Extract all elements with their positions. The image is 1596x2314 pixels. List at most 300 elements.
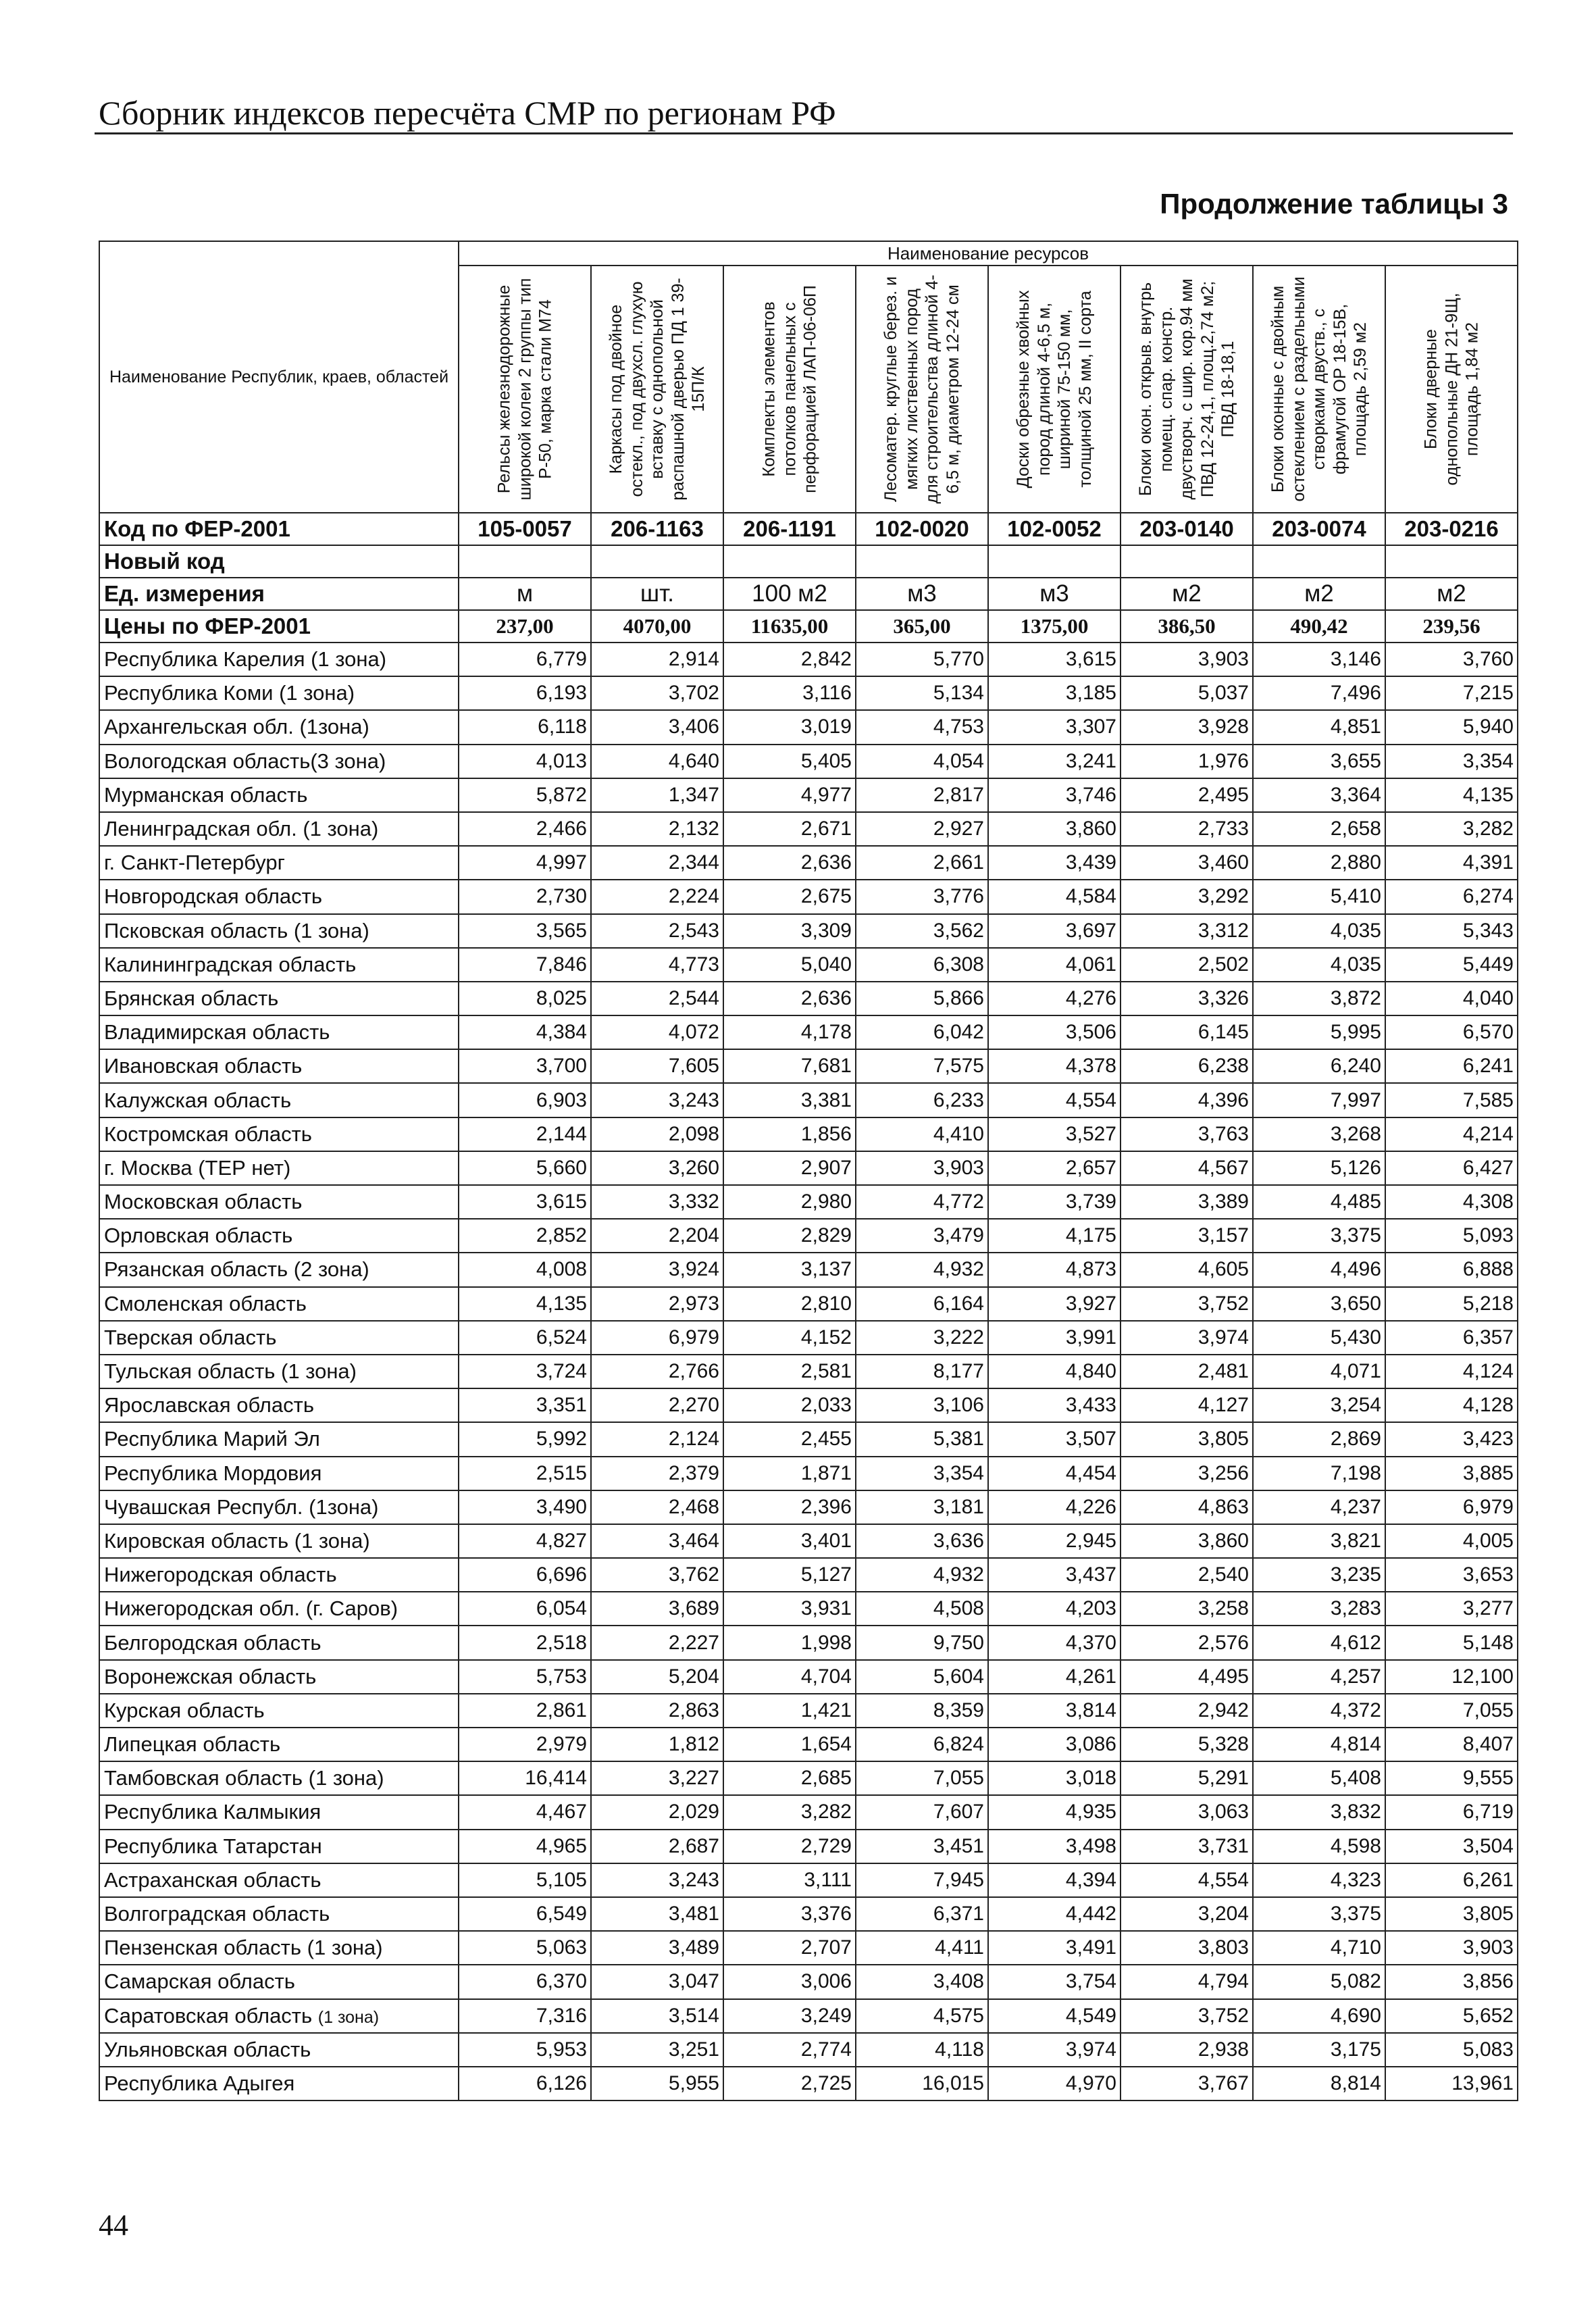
index-value-cell: 4,178 xyxy=(723,1015,856,1049)
resource-code: 203-0140 xyxy=(1121,513,1253,545)
table-row xyxy=(99,778,1518,812)
index-value-cell: 2,927 xyxy=(856,812,988,846)
index-value-cell: 1,998 xyxy=(723,1626,856,1659)
table-row xyxy=(99,2067,1518,2101)
index-value-cell: 2,518 xyxy=(459,1626,591,1659)
table-row xyxy=(99,1558,1518,1592)
index-value-cell: 3,924 xyxy=(591,1253,723,1286)
index-value-cell: 2,270 xyxy=(591,1388,723,1422)
resource-code: 102-0020 xyxy=(856,513,988,545)
region-name-cell xyxy=(99,1185,459,1219)
region-name-cell xyxy=(99,1355,459,1388)
index-value-cell: 2,661 xyxy=(856,846,988,880)
index-value-cell: 3,406 xyxy=(591,710,723,744)
index-value-cell: 7,055 xyxy=(1385,1694,1518,1728)
index-value-cell: 3,507 xyxy=(988,1422,1121,1456)
index-value-cell: 2,227 xyxy=(591,1626,723,1659)
index-value-cell: 6,042 xyxy=(856,1015,988,1049)
unit-cell: м xyxy=(459,578,591,610)
index-value-cell: 2,636 xyxy=(723,982,856,1015)
index-value-cell: 13,961 xyxy=(1385,2067,1518,2101)
region-name: Пензенская область (1 зона) xyxy=(104,1936,383,1960)
region-name-cell xyxy=(99,982,459,1015)
index-value-cell: 5,126 xyxy=(1253,1151,1385,1185)
index-value-cell: 3,991 xyxy=(988,1321,1121,1355)
price-cell: 1375,00 xyxy=(988,610,1121,643)
index-value-cell: 2,636 xyxy=(723,846,856,880)
index-value-cell: 7,055 xyxy=(856,1761,988,1795)
index-value-cell: 3,282 xyxy=(1385,812,1518,846)
index-value-cell: 5,063 xyxy=(459,1931,591,1965)
index-value-cell: 2,707 xyxy=(723,1931,856,1965)
index-value-cell: 2,861 xyxy=(459,1694,591,1728)
index-value-cell: 4,394 xyxy=(988,1863,1121,1897)
new-code-row xyxy=(99,545,1518,578)
index-value-cell: 5,430 xyxy=(1253,1321,1385,1355)
index-value-cell: 4,135 xyxy=(1385,778,1518,812)
index-value-cell: 4,467 xyxy=(459,1795,591,1829)
index-value-cell: 2,544 xyxy=(591,982,723,1015)
index-value-cell: 5,408 xyxy=(1253,1761,1385,1795)
index-value-cell: 4,370 xyxy=(988,1626,1121,1659)
table-row xyxy=(99,1219,1518,1253)
region-name-cell xyxy=(99,1422,459,1456)
index-value-cell: 4,773 xyxy=(591,948,723,982)
index-value-cell: 3,116 xyxy=(723,676,856,710)
price-cell: 11635,00 xyxy=(723,610,856,643)
index-value-cell: 3,439 xyxy=(988,846,1121,880)
index-value-cell: 3,731 xyxy=(1121,1830,1253,1863)
index-value-cell: 3,401 xyxy=(723,1524,856,1558)
region-name: Смоленская область xyxy=(104,1291,307,1315)
unit-cell: м2 xyxy=(1385,578,1518,610)
index-value-cell: 3,375 xyxy=(1253,1897,1385,1931)
index-value-cell: 3,689 xyxy=(591,1592,723,1626)
region-name-cell xyxy=(99,1490,459,1524)
index-value-cell: 2,543 xyxy=(591,914,723,948)
region-name-cell xyxy=(99,1117,459,1151)
index-value-cell: 3,437 xyxy=(988,1558,1121,1592)
region-name: Ленинградская обл. (1 зона) xyxy=(104,817,379,841)
table-row xyxy=(99,1151,1518,1185)
region-name: Архангельская обл. (1зона) xyxy=(104,715,369,739)
index-value-cell: 2,379 xyxy=(591,1457,723,1490)
index-value-cell: 2,979 xyxy=(459,1728,591,1761)
index-value-cell: 2,144 xyxy=(459,1117,591,1151)
index-value-cell: 7,198 xyxy=(1253,1457,1385,1490)
index-value-cell: 4,118 xyxy=(856,2033,988,2067)
index-value-cell: 2,730 xyxy=(459,880,591,913)
index-value-cell: 2,869 xyxy=(1253,1422,1385,1456)
region-name-cell xyxy=(99,1592,459,1626)
index-value-cell: 6,888 xyxy=(1385,1253,1518,1286)
new-code-cell xyxy=(856,545,988,578)
table-row xyxy=(99,745,1518,778)
index-value-cell: 4,827 xyxy=(459,1524,591,1558)
table-row xyxy=(99,643,1518,676)
index-value-cell: 4,997 xyxy=(459,846,591,880)
index-value-cell: 8,407 xyxy=(1385,1728,1518,1761)
index-value-cell: 1,856 xyxy=(723,1117,856,1151)
index-value-cell: 5,753 xyxy=(459,1660,591,1694)
region-name-cell xyxy=(99,880,459,913)
index-value-cell: 2,468 xyxy=(591,1490,723,1524)
table-row xyxy=(99,1795,1518,1829)
index-value-cell: 4,935 xyxy=(988,1795,1121,1829)
header-rule xyxy=(95,132,1513,134)
index-value-cell: 4,863 xyxy=(1121,1490,1253,1524)
index-value-cell: 6,570 xyxy=(1385,1015,1518,1049)
resource-code: 203-0074 xyxy=(1253,513,1385,545)
index-value-cell: 7,215 xyxy=(1385,676,1518,710)
index-value-cell: 3,479 xyxy=(856,1219,988,1253)
region-name: Тамбовская область (1 зона) xyxy=(104,1766,384,1790)
region-name: Самарская область xyxy=(104,1969,295,1994)
index-value-cell: 5,093 xyxy=(1385,1219,1518,1253)
index-value-cell: 3,283 xyxy=(1253,1592,1385,1626)
resource-header xyxy=(1253,266,1385,513)
index-value-cell: 4,257 xyxy=(1253,1660,1385,1694)
index-value-cell: 5,127 xyxy=(723,1558,856,1592)
region-name-cell xyxy=(99,1965,459,1998)
index-value-cell: 4,124 xyxy=(1385,1355,1518,1388)
region-name: Ивановская область xyxy=(104,1054,303,1078)
index-value-cell: 2,671 xyxy=(723,812,856,846)
index-value-cell: 3,928 xyxy=(1121,710,1253,744)
index-value-cell: 4,753 xyxy=(856,710,988,744)
index-value-cell: 3,292 xyxy=(1121,880,1253,913)
index-value-cell: 3,814 xyxy=(988,1694,1121,1728)
region-column-header: Наименование Республик, краев, областей xyxy=(99,241,459,513)
index-value-cell: 4,072 xyxy=(591,1015,723,1049)
index-value-cell: 6,371 xyxy=(856,1897,988,1931)
index-value-cell: 4,127 xyxy=(1121,1388,1253,1422)
index-value-cell: 2,733 xyxy=(1121,812,1253,846)
table-row xyxy=(99,1388,1518,1422)
index-value-cell: 1,871 xyxy=(723,1457,856,1490)
index-value-cell: 3,282 xyxy=(723,1795,856,1829)
index-value-cell: 4,932 xyxy=(856,1253,988,1286)
index-value-cell: 3,514 xyxy=(591,1999,723,2033)
index-value-cell: 3,260 xyxy=(591,1151,723,1185)
index-value-cell: 3,309 xyxy=(723,914,856,948)
index-value-cell: 4,508 xyxy=(856,1592,988,1626)
table-row xyxy=(99,1660,1518,1694)
resource-code: 206-1163 xyxy=(591,513,723,545)
table-row xyxy=(99,880,1518,913)
index-value-cell: 4,772 xyxy=(856,1185,988,1219)
region-name-cell xyxy=(99,1795,459,1829)
index-value-cell: 6,427 xyxy=(1385,1151,1518,1185)
resource-code: 206-1191 xyxy=(723,513,856,545)
index-value-cell: 2,774 xyxy=(723,2033,856,2067)
index-value-cell: 3,739 xyxy=(988,1185,1121,1219)
page-number: 44 xyxy=(99,2209,128,2242)
region-name: Воронежская область xyxy=(104,1664,317,1688)
index-value-cell: 6,126 xyxy=(459,2067,591,2101)
region-name-cell xyxy=(99,1388,459,1422)
index-value-cell: 3,754 xyxy=(988,1965,1121,1998)
index-value-cell: 5,134 xyxy=(856,676,988,710)
region-name-cell xyxy=(99,1863,459,1897)
resource-code: 105-0057 xyxy=(459,513,591,545)
resource-header xyxy=(1121,266,1253,513)
index-value-cell: 3,856 xyxy=(1385,1965,1518,1998)
index-value-cell: 3,615 xyxy=(459,1185,591,1219)
index-value-cell: 6,357 xyxy=(1385,1321,1518,1355)
index-value-cell: 2,224 xyxy=(591,880,723,913)
index-value-cell: 2,581 xyxy=(723,1355,856,1388)
resources-group-header: Наименование ресурсов xyxy=(459,241,1518,266)
resource-header xyxy=(591,266,723,513)
new-code-cell xyxy=(591,545,723,578)
code-row xyxy=(99,513,1518,545)
index-value-cell: 2,396 xyxy=(723,1490,856,1524)
table-row xyxy=(99,1355,1518,1388)
table-row xyxy=(99,1049,1518,1083)
index-value-cell: 3,821 xyxy=(1253,1524,1385,1558)
index-value-cell: 3,746 xyxy=(988,778,1121,812)
index-value-cell: 2,817 xyxy=(856,778,988,812)
resource-header xyxy=(459,266,591,513)
index-value-cell: 2,495 xyxy=(1121,778,1253,812)
index-value-cell: 5,037 xyxy=(1121,676,1253,710)
index-value-cell: 6,696 xyxy=(459,1558,591,1592)
index-value-cell: 3,227 xyxy=(591,1761,723,1795)
index-value-cell: 3,063 xyxy=(1121,1795,1253,1829)
index-value-cell: 2,766 xyxy=(591,1355,723,1388)
new-code-cell xyxy=(988,545,1121,578)
index-value-cell: 4,965 xyxy=(459,1830,591,1863)
index-value-cell: 3,615 xyxy=(988,643,1121,676)
index-value-cell: 3,312 xyxy=(1121,914,1253,948)
index-value-cell: 4,690 xyxy=(1253,1999,1385,2033)
region-name-cell xyxy=(99,2033,459,2067)
continuation-title: Продолжение таблицы 3 xyxy=(1160,188,1508,220)
price-index-table xyxy=(99,241,1518,2101)
index-value-cell: 3,927 xyxy=(988,1287,1121,1321)
region-name: Республика Карелия (1 зона) xyxy=(104,647,387,672)
index-value-cell: 4,454 xyxy=(988,1457,1121,1490)
region-name: Псковская область (1 зона) xyxy=(104,918,369,942)
index-value-cell: 4,013 xyxy=(459,745,591,778)
index-value-cell: 4,203 xyxy=(988,1592,1121,1626)
index-value-cell: 3,650 xyxy=(1253,1287,1385,1321)
index-value-cell: 2,842 xyxy=(723,643,856,676)
index-value-cell: 6,118 xyxy=(459,710,591,744)
index-value-cell: 2,124 xyxy=(591,1422,723,1456)
index-value-cell: 3,702 xyxy=(591,676,723,710)
resource-name: Рельсы железнодорожные широкой колеи 2 группы тип Р-50, марка стали М74 xyxy=(494,278,555,501)
running-header: Сборник индексов пересчёта СМР по регионам РФ xyxy=(99,94,836,132)
index-value-cell: 4,410 xyxy=(856,1117,988,1151)
index-value-cell: 2,829 xyxy=(723,1219,856,1253)
index-value-cell: 4,554 xyxy=(988,1083,1121,1117)
index-value-cell: 4,549 xyxy=(988,1999,1121,2033)
table-row xyxy=(99,1117,1518,1151)
index-value-cell: 4,704 xyxy=(723,1660,856,1694)
index-value-cell: 2,914 xyxy=(591,643,723,676)
index-value-cell: 3,697 xyxy=(988,914,1121,948)
index-value-cell: 5,770 xyxy=(856,643,988,676)
table-row xyxy=(99,1965,1518,1998)
index-value-cell: 3,241 xyxy=(988,745,1121,778)
region-name: Мурманская область xyxy=(104,782,308,807)
index-value-cell: 4,496 xyxy=(1253,1253,1385,1286)
index-value-cell: 7,316 xyxy=(459,1999,591,2033)
index-value-cell: 3,832 xyxy=(1253,1795,1385,1829)
region-name-cell xyxy=(99,1694,459,1728)
index-value-cell: 2,675 xyxy=(723,880,856,913)
index-value-cell: 3,307 xyxy=(988,710,1121,744)
index-value-cell: 2,907 xyxy=(723,1151,856,1185)
index-value-cell: 7,585 xyxy=(1385,1083,1518,1117)
resource-name: Каркасы под двойное остекл., под двухсл. глухую вставку с однопольной распашной дверью ПД 1 39-15П/К xyxy=(606,278,708,501)
new-code-cell xyxy=(723,545,856,578)
index-value-cell: 2,729 xyxy=(723,1830,856,1863)
region-name: Республика Марий Эл xyxy=(104,1427,320,1451)
index-value-cell: 12,100 xyxy=(1385,1660,1518,1694)
region-name-cell xyxy=(99,1015,459,1049)
region-name: Рязанская область (2 зона) xyxy=(104,1257,369,1282)
price-cell: 239,56 xyxy=(1385,610,1518,643)
index-value-cell: 6,779 xyxy=(459,643,591,676)
index-value-cell: 4,005 xyxy=(1385,1524,1518,1558)
index-value-cell: 3,653 xyxy=(1385,1558,1518,1592)
region-name: Костромская область xyxy=(104,1122,312,1146)
index-value-cell: 3,389 xyxy=(1121,1185,1253,1219)
index-value-cell: 5,082 xyxy=(1253,1965,1385,1998)
region-name-cell xyxy=(99,778,459,812)
index-value-cell: 3,181 xyxy=(856,1490,988,1524)
region-name: г. Москва (ТЕР нет) xyxy=(104,1155,291,1180)
index-value-cell: 4,411 xyxy=(856,1931,988,1965)
index-value-cell: 3,433 xyxy=(988,1388,1121,1422)
index-value-cell: 3,137 xyxy=(723,1253,856,1286)
index-value-cell: 2,725 xyxy=(723,2067,856,2101)
index-value-cell: 3,655 xyxy=(1253,745,1385,778)
index-value-cell: 3,086 xyxy=(988,1728,1121,1761)
index-value-cell: 2,657 xyxy=(988,1151,1121,1185)
index-value-cell: 3,249 xyxy=(723,1999,856,2033)
index-value-cell: 4,152 xyxy=(723,1321,856,1355)
index-value-cell: 3,491 xyxy=(988,1931,1121,1965)
index-value-cell: 3,243 xyxy=(591,1083,723,1117)
index-value-cell: 3,860 xyxy=(988,812,1121,846)
index-value-cell: 6,308 xyxy=(856,948,988,982)
region-name-cell xyxy=(99,1931,459,1965)
index-value-cell: 2,455 xyxy=(723,1422,856,1456)
region-name-cell xyxy=(99,1626,459,1659)
table-row xyxy=(99,1931,1518,1965)
resource-header xyxy=(856,266,988,513)
index-value-cell: 6,241 xyxy=(1385,1049,1518,1083)
region-name-cell xyxy=(99,812,459,846)
index-value-cell: 3,375 xyxy=(1253,1219,1385,1253)
index-value-cell: 3,381 xyxy=(723,1083,856,1117)
index-value-cell: 6,824 xyxy=(856,1728,988,1761)
index-value-cell: 3,481 xyxy=(591,1897,723,1931)
index-value-cell: 4,873 xyxy=(988,1253,1121,1286)
index-value-cell: 6,370 xyxy=(459,1965,591,1998)
price-cell: 386,50 xyxy=(1121,610,1253,643)
index-value-cell: 4,135 xyxy=(459,1287,591,1321)
index-value-cell: 7,605 xyxy=(591,1049,723,1083)
index-value-cell: 2,481 xyxy=(1121,1355,1253,1388)
index-value-cell: 3,451 xyxy=(856,1830,988,1863)
index-value-cell: 3,111 xyxy=(723,1863,856,1897)
index-value-cell: 1,976 xyxy=(1121,745,1253,778)
index-value-cell: 3,752 xyxy=(1121,1287,1253,1321)
index-value-cell: 4,814 xyxy=(1253,1728,1385,1761)
table-row xyxy=(99,914,1518,948)
region-name: Ульяновская область xyxy=(104,2037,311,2061)
index-value-cell: 5,040 xyxy=(723,948,856,982)
region-name: Брянская область xyxy=(104,986,279,1010)
index-value-cell: 3,332 xyxy=(591,1185,723,1219)
region-name: Республика Татарстан xyxy=(104,1834,322,1858)
index-value-cell: 5,328 xyxy=(1121,1728,1253,1761)
index-value-cell: 4,584 xyxy=(988,880,1121,913)
index-value-cell: 16,414 xyxy=(459,1761,591,1795)
price-cell: 237,00 xyxy=(459,610,591,643)
index-value-cell: 6,903 xyxy=(459,1083,591,1117)
index-value-cell: 6,054 xyxy=(459,1592,591,1626)
index-value-cell: 4,391 xyxy=(1385,846,1518,880)
index-value-cell: 3,268 xyxy=(1253,1117,1385,1151)
index-value-cell: 3,490 xyxy=(459,1490,591,1524)
region-name-cell xyxy=(99,1253,459,1286)
index-value-cell: 4,932 xyxy=(856,1558,988,1592)
index-value-cell: 4,035 xyxy=(1253,914,1385,948)
table-row xyxy=(99,1897,1518,1931)
index-value-cell: 4,128 xyxy=(1385,1388,1518,1422)
index-value-cell: 2,132 xyxy=(591,812,723,846)
index-value-cell: 4,372 xyxy=(1253,1694,1385,1728)
index-value-cell: 4,061 xyxy=(988,948,1121,982)
index-value-cell: 2,973 xyxy=(591,1287,723,1321)
index-value-cell: 3,254 xyxy=(1253,1388,1385,1422)
index-value-cell: 4,851 xyxy=(1253,710,1385,744)
index-value-cell: 3,974 xyxy=(1121,1321,1253,1355)
index-value-cell: 4,237 xyxy=(1253,1490,1385,1524)
index-value-cell: 1,654 xyxy=(723,1728,856,1761)
index-value-cell: 7,945 xyxy=(856,1863,988,1897)
index-value-cell: 4,710 xyxy=(1253,1931,1385,1965)
table-row xyxy=(99,676,1518,710)
index-value-cell: 3,354 xyxy=(856,1457,988,1490)
region-name-cell xyxy=(99,1660,459,1694)
index-value-cell: 5,410 xyxy=(1253,880,1385,913)
index-value-cell: 2,863 xyxy=(591,1694,723,1728)
region-name: Владимирская область xyxy=(104,1020,330,1045)
code-label: Код по ФЕР-2001 xyxy=(99,513,459,545)
index-value-cell: 4,612 xyxy=(1253,1626,1385,1659)
table-row xyxy=(99,1015,1518,1049)
table-row xyxy=(99,1321,1518,1355)
resource-name: Лесоматер. круглые берез. и мягких лиственных пород для строительства длиной 4-6,5 м, диаметром 12-24 см xyxy=(881,274,962,504)
index-value-cell: 5,449 xyxy=(1385,948,1518,982)
region-name: Кировская область (1 зона) xyxy=(104,1528,370,1553)
index-value-cell: 4,495 xyxy=(1121,1660,1253,1694)
index-value-cell: 7,607 xyxy=(856,1795,988,1829)
index-value-cell: 3,760 xyxy=(1385,643,1518,676)
index-value-cell: 3,527 xyxy=(988,1117,1121,1151)
index-value-cell: 4,378 xyxy=(988,1049,1121,1083)
resource-name: Доски обрезные хвойных пород длиной 4-6,5 м, шириной 75-150 мм, толщиной 25 мм, II сорта xyxy=(1014,290,1095,488)
index-value-cell: 7,846 xyxy=(459,948,591,982)
index-value-cell: 7,575 xyxy=(856,1049,988,1083)
